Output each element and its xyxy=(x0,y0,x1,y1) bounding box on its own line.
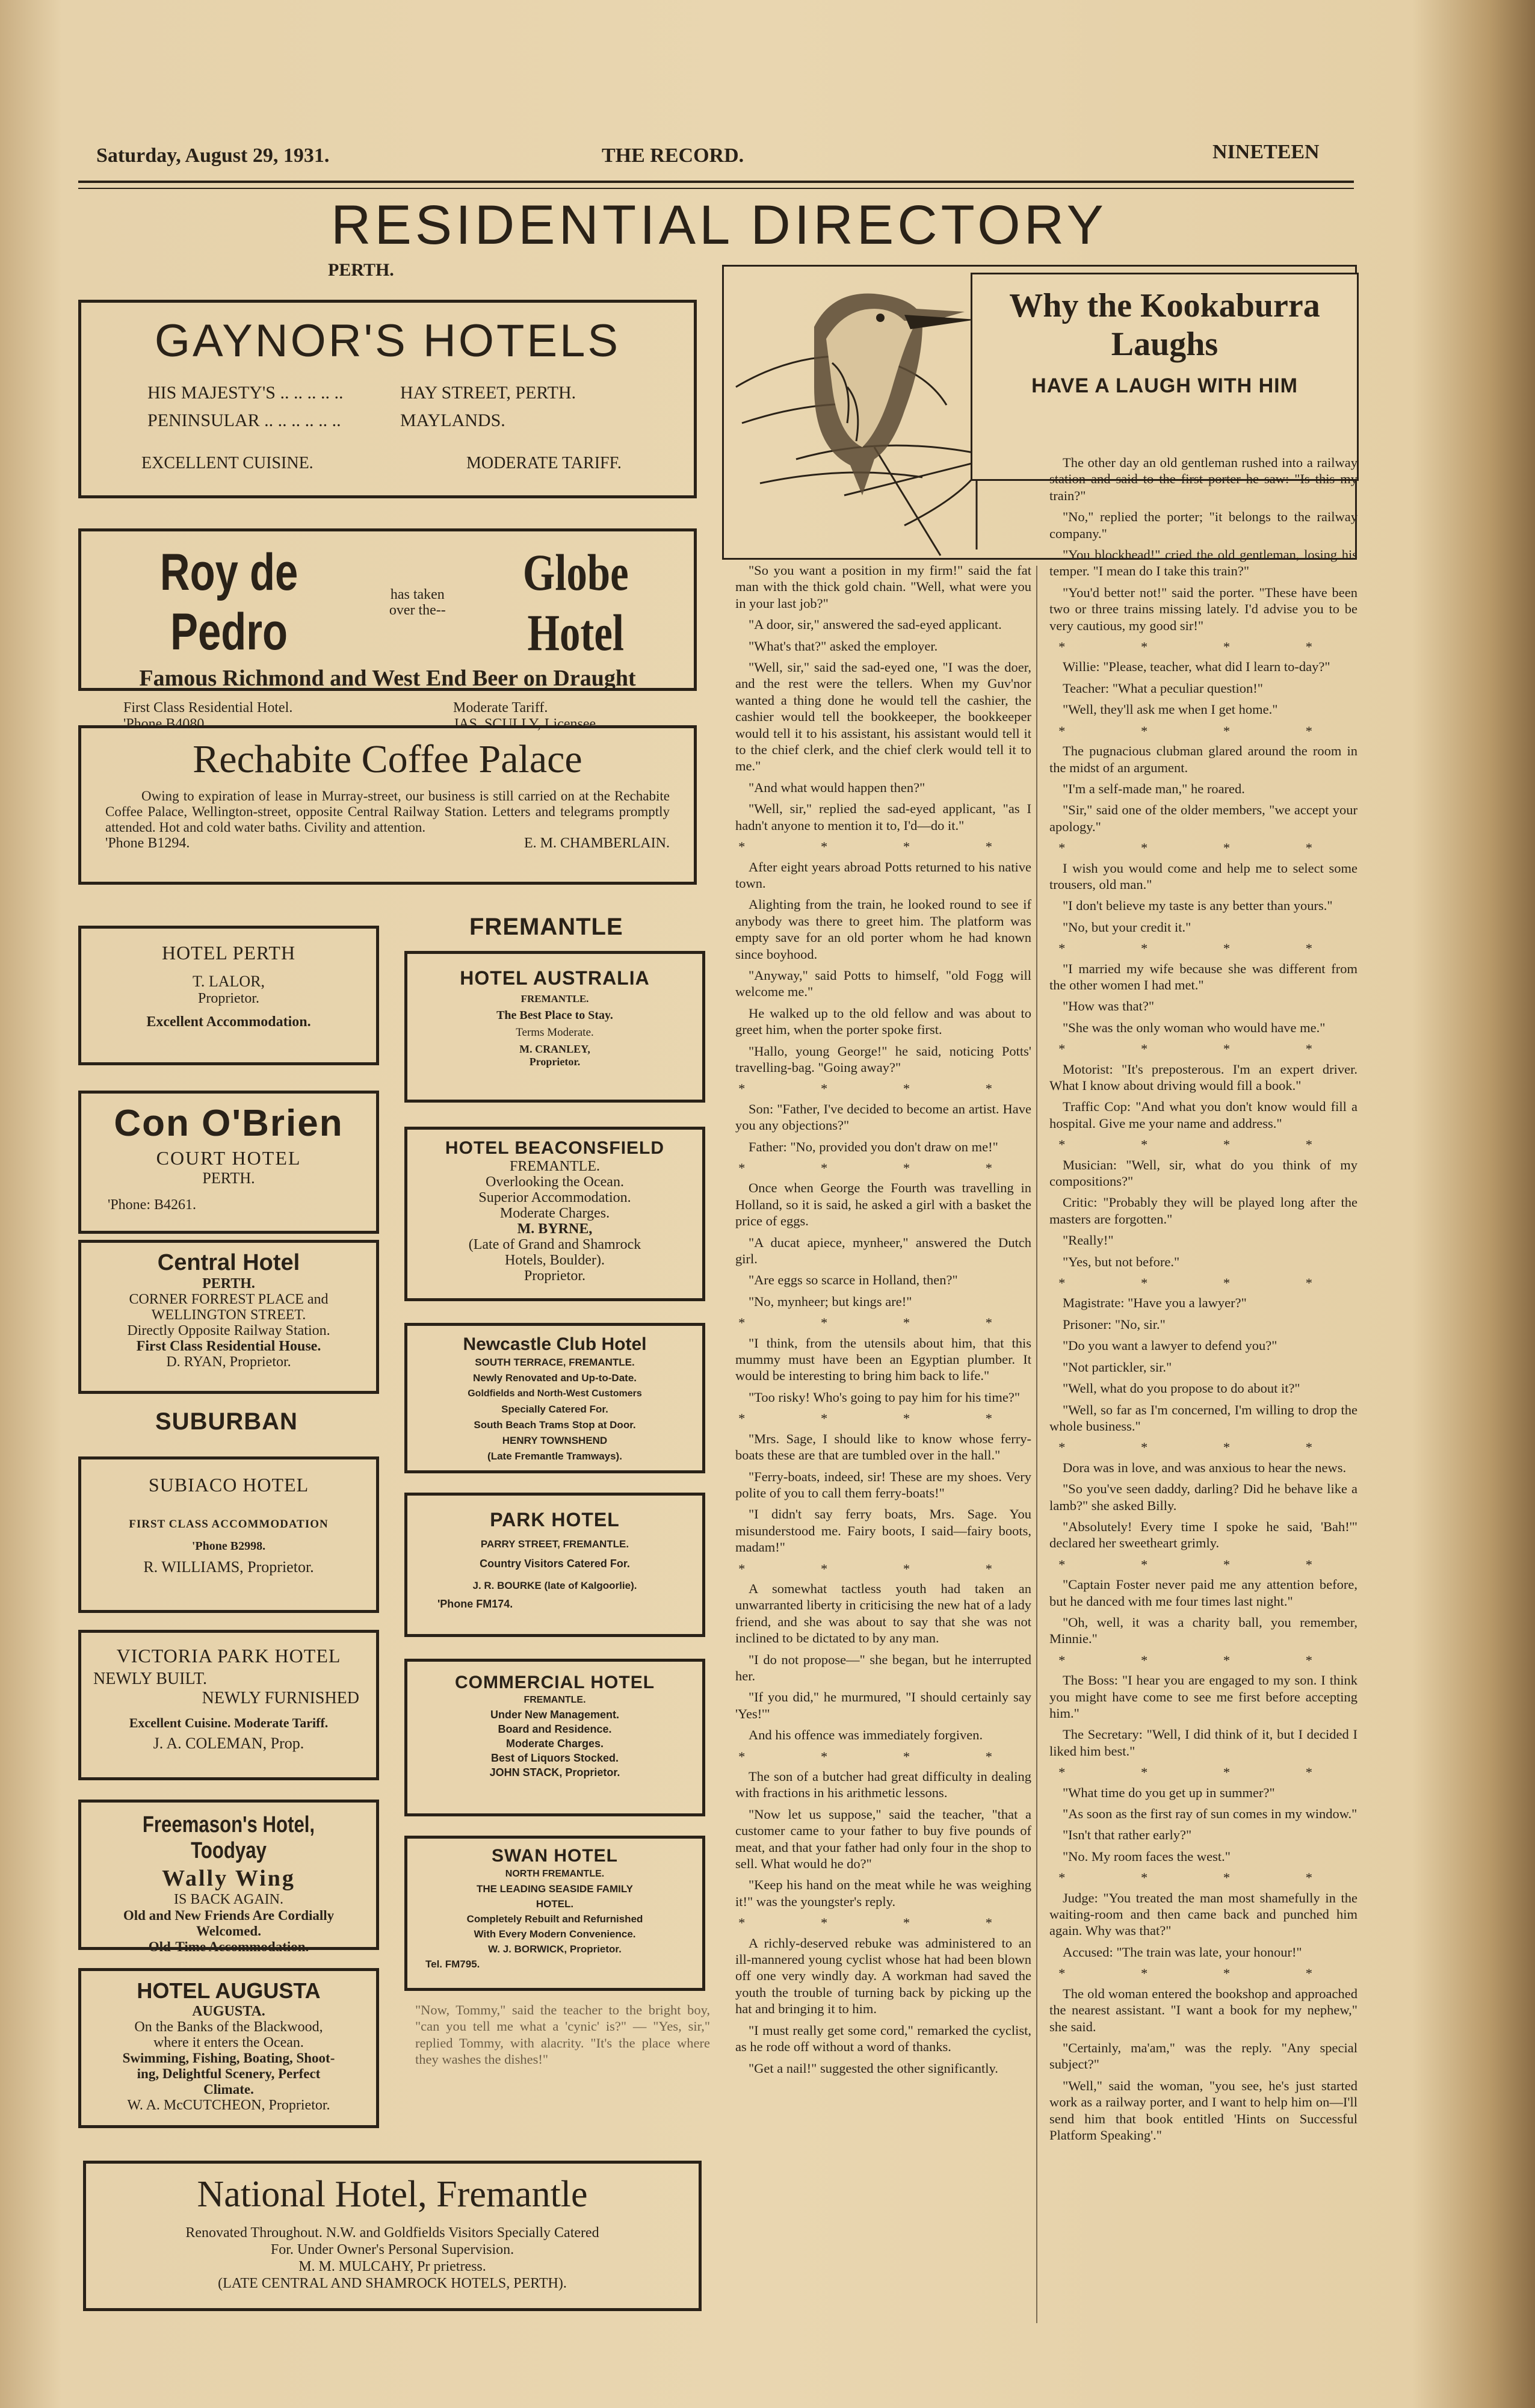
ad-line: Directly Opposite Railway Station. xyxy=(127,1323,330,1339)
ad-line: (LATE CENTRAL AND SHAMROCK HOTELS, PERTH). xyxy=(218,2276,567,2291)
ad-line: COURT HOTEL xyxy=(156,1147,301,1169)
joke-paragraph: "A ducat apiece, mynheer," answered the Dutch girl. xyxy=(735,1234,1031,1267)
joke-paragraph: Dora was in love, and was anxious to hear the news. xyxy=(1063,1459,1347,1475)
joke-paragraph: Motorist: "It's preposterous. I'm an expert driver. What I know about driving would fill a book." xyxy=(1049,1061,1357,1093)
joke-paragraph: The other day an old gentleman rushed into a railway station and said to the first porter he saw: "Is this my train?" xyxy=(1049,455,1357,503)
joke-paragraph: "What time do you get up in summer?" xyxy=(1063,1784,1275,1800)
joke-paragraph: The son of a butcher had great difficulty in dealing with fractions in his arithmetic lessons. xyxy=(735,1769,1031,1801)
ad-line: Proprietor. xyxy=(529,1056,581,1068)
ad-line: MODERATE TARIFF. xyxy=(466,454,622,472)
joke-paragraph: "A door, sir," answered the sad-eyed applicant. xyxy=(749,617,1002,633)
separator-stars: * * * * xyxy=(1058,1870,1348,1886)
joke-paragraph: Son: "Father, I've decided to become an artist. Have you any objections?" xyxy=(735,1101,1031,1133)
ad-line: Climate. xyxy=(203,2082,254,2097)
ad-line: J. A. COLEMAN, Prop. xyxy=(153,1735,304,1752)
ad-rechabite-coffee-palace xyxy=(78,725,697,885)
joke-paragraph: And his offence was immediately forgiven. xyxy=(749,1727,983,1743)
joke-paragraph: "Mrs. Sage, I should like to know whose ferry-boats these are that are tumbled over in the hall." xyxy=(735,1431,1031,1463)
ad-line: 'Phone FM174. xyxy=(437,1598,513,1610)
separator-stars: * * * * xyxy=(738,1315,1028,1331)
ad-national-hotel xyxy=(83,2161,702,2311)
joke-paragraph: "Certainly, ma'am," was the reply. "Any special subject?" xyxy=(1049,2040,1357,2072)
ad-freemasons-hotel xyxy=(78,1800,379,1954)
joke-paragraph: "Yes, but not before." xyxy=(1063,1254,1180,1269)
ad-victoria-park-hotel xyxy=(78,1630,379,1780)
ad-line: M. CRANLEY, xyxy=(519,1043,590,1055)
suburban-heading: SUBURBAN xyxy=(155,1408,298,1435)
ad-con-obrien xyxy=(78,1091,379,1234)
joke-paragraph: "Isn't that rather early?" xyxy=(1063,1827,1192,1843)
ad-line: HAY STREET, PERTH. xyxy=(400,383,576,403)
ad-line: (Late Fremantle Tramways). xyxy=(487,1450,622,1462)
joke-paragraph: "No, but your credit it." xyxy=(1063,919,1191,935)
perth-label: PERTH. xyxy=(328,260,394,280)
separator-stars: * * * * xyxy=(738,1081,1028,1097)
ad-hotel-australia xyxy=(404,951,705,1103)
ad-line: D. RYAN, Proprietor. xyxy=(166,1354,291,1370)
joke-paragraph: "Not partickler, sir." xyxy=(1063,1359,1172,1375)
separator-stars: * * * * xyxy=(1058,1652,1348,1668)
joke-paragraph: A richly-deserved rebuke was administered to an ill-mannered young cyclist whose hat had been blown off one very windly day. A workman had saved the youth the trouble of turning back by picking up the hat and bringing it to him. xyxy=(735,1935,1031,2017)
separator-stars: * * * * xyxy=(1058,941,1348,956)
ad-line: Terms Moderate. xyxy=(516,1026,594,1039)
ad-line: On the Banks of the Blackwood, xyxy=(134,2019,323,2035)
joke-paragraph: "If you did," he murmured, "I should certainly say 'Yes!'" xyxy=(735,1689,1031,1721)
ad-line: HIS MAJESTY'S .. .. .. .. .. xyxy=(147,383,344,403)
joke-paragraph: "Well, sir," said the sad-eyed one, "I was the doer, and the rest were the tellers. When my Guv'nor wanted a thing done he would tell the cashier, the cashier would tell the bookkeeper, the bookkeeper would tell it to his assistant, his assistant would tell it to the chief clerk, and the chief clerk would tell it to me." xyxy=(735,660,1031,774)
separator-stars: * * * * xyxy=(738,1160,1028,1175)
column-rule xyxy=(1036,566,1037,2323)
fremantle-heading: FREMANTLE xyxy=(469,914,623,940)
separator-stars: * * * * xyxy=(1058,1275,1348,1291)
separator-stars: * * * * xyxy=(1058,639,1348,655)
ad-hotel-beaconsfield xyxy=(404,1127,705,1301)
ad-line: WELLINGTON STREET. xyxy=(151,1307,306,1323)
ad-globe-hotel xyxy=(78,528,697,732)
ad-line: 'Phone: B4261. xyxy=(108,1197,196,1213)
joke-paragraph: "Oh, well, it was a charity ball, you remember, Minnie." xyxy=(1049,1614,1357,1647)
ad-park-hotel xyxy=(404,1493,705,1637)
ad-line: Moderate Charges. xyxy=(499,1206,610,1221)
ad-name: National Hotel, Fremantle xyxy=(197,2174,588,2215)
ad-line: Goldfields and North-West Customers xyxy=(468,1388,642,1399)
ad-line: Overlooking the Ocean. xyxy=(486,1174,624,1190)
joke-paragraph: Prisoner: "No, sir." xyxy=(1063,1316,1166,1332)
joke-paragraph: "You'd better not!" said the porter. "These have been two or three trains missing lately. I'd advise you to be very cautious, my good sir!" xyxy=(1049,584,1357,633)
ad-line: Best of Liquors Stocked. xyxy=(490,1752,619,1764)
joke-paragraph: Musician: "Well, sir, what do you think of my compositions?" xyxy=(1049,1157,1357,1189)
section-subtitle: HAVE A LAUGH WITH HIM xyxy=(1031,374,1298,397)
joke-paragraph: "Well, sir," replied the sad-eyed applicant, "as I hadn't anyone to mention it to, I'd—do it." xyxy=(735,801,1031,833)
ad-line: Hotels, Boulder). xyxy=(505,1252,605,1268)
ad-line: Old-Time Accommodation. xyxy=(148,1939,309,1954)
header-rule-thin xyxy=(78,188,1354,189)
ad-name: HOTEL PERTH xyxy=(161,942,296,964)
ad-line: FREMANTLE. xyxy=(520,993,589,1004)
ad-line: Proprietor. xyxy=(524,1268,585,1284)
ad-line: ing, Delightful Scenery, Perfect xyxy=(137,2066,321,2081)
ad-line: JOHN STACK, Proprietor. xyxy=(489,1766,620,1778)
ad-name: VICTORIA PARK HOTEL xyxy=(116,1645,341,1667)
joke-paragraph: "Really!" xyxy=(1063,1233,1114,1248)
ad-line: Country Visitors Catered For. xyxy=(480,1558,630,1570)
ad-line: Newly Renovated and Up-to-Date. xyxy=(472,1372,637,1384)
header-rule xyxy=(78,181,1354,183)
ad-line: M. M. MULCAHY, Pr prietress. xyxy=(298,2259,486,2274)
separator-stars: * * * * xyxy=(1058,1041,1348,1057)
ad-line: PERTH. xyxy=(202,1169,255,1187)
ad-line: 'Phone B1294. xyxy=(105,835,190,851)
ad-line: PENINSULAR .. .. .. .. .. .. xyxy=(147,410,341,430)
joke-paragraph: "Are eggs so scarce in Holland, then?" xyxy=(749,1272,958,1288)
ad-subiaco-hotel xyxy=(78,1456,379,1613)
joke-paragraph: "I married my wife because she was different from the other women I had met." xyxy=(1049,961,1357,992)
joke-paragraph: "She was the only woman who would have me." xyxy=(1063,1020,1326,1035)
ad-name: SUBIACO HOTEL xyxy=(148,1474,309,1496)
joke-paragraph: "Anyway," said Potts to himself, "old Fogg will welcome me." xyxy=(735,967,1031,1000)
ad-line: where it enters the Ocean. xyxy=(153,2035,304,2051)
ad-line: M. BYRNE, xyxy=(517,1221,593,1237)
ad-name: GAYNOR'S HOTELS xyxy=(154,315,621,367)
ad-name: HOTEL BEACONSFIELD xyxy=(445,1138,665,1158)
ad-line: PERTH. xyxy=(202,1276,255,1292)
ad-line: Swimming, Fishing, Boating, Shoot- xyxy=(122,2051,335,2066)
joke-paragraph: The old woman entered the bookshop and approached the nearest assistant. "I want a book for my nephew," she said. xyxy=(1049,1986,1357,2034)
joke-paragraph: The Secretary: "Well, I did think of it, but I decided I liked him best." xyxy=(1049,1727,1357,1759)
joke-paragraph: I wish you would come and help me to select some trousers, old man." xyxy=(1049,860,1357,892)
ad-line: NEWLY FURNISHED xyxy=(202,1689,359,1707)
kookaburra-title-box xyxy=(971,273,1359,481)
joke-paragraph: He walked up to the old fellow and was about to greet him, when the porter spoke first. xyxy=(735,1005,1031,1038)
joke-paragraph: "I must really get some cord," remarked the cyclist, as he rode off without a word of thanks. xyxy=(735,2022,1031,2055)
separator-stars: * * * * xyxy=(1058,1966,1348,1981)
ad-line: The Best Place to Stay. xyxy=(496,1009,613,1022)
joke-paragraph: "Now let us suppose," said the teacher, "that a customer came to your father to buy five pounds of meat, and that your father had only four in the shop to sell. What would he do?" xyxy=(735,1806,1031,1872)
newspaper-name: THE RECORD. xyxy=(602,144,744,167)
ad-line: Moderate Tariff. xyxy=(453,700,548,716)
ad-line: E. M. CHAMBERLAIN. xyxy=(524,835,670,851)
joke-paragraph: "Well, they'll ask me when I get home." xyxy=(1063,702,1278,717)
ad-line: 'Phone B4080. xyxy=(123,716,208,732)
ad-line: Under New Management. xyxy=(490,1709,620,1721)
joke-paragraph: Father: "No, provided you don't draw on me!" xyxy=(749,1139,998,1154)
ad-gaynors-hotels xyxy=(78,300,697,498)
ad-name: Globe Hotel xyxy=(523,543,629,661)
ad-line: PARRY STREET, FREMANTLE. xyxy=(480,1538,629,1550)
separator-stars: * * * * xyxy=(1058,723,1348,738)
joke-paragraph: Once when George the Fourth was travelling in Holland, so it is said, he asked a girl with a basket the price of eggs. xyxy=(735,1180,1031,1229)
joke-paragraph: "Do you want a lawyer to defend you?" xyxy=(1063,1338,1277,1354)
ad-line: J. R. BOURKE (late of Kalgoorlie). xyxy=(472,1580,637,1591)
joke-paragraph: "Hallo, young George!" he said, noticing Potts' travelling-bag. "Going away?" xyxy=(735,1043,1031,1075)
ad-name: SWAN HOTEL xyxy=(492,1846,618,1866)
ad-line: NEWLY BUILT. xyxy=(93,1670,208,1688)
joke-paragraph: Alighting from the train, he looked round to see if anybody was there to greet him. The platform was empty save for an old porter whom he had known since boyhood. xyxy=(735,897,1031,962)
joke-paragraph: "So you want a position in my firm!" said the fat man with the thick gold chain. "Well, what were you in your last job?" xyxy=(735,563,1031,611)
ad-line: (Late of Grand and Shamrock xyxy=(468,1237,641,1252)
separator-stars: * * * * xyxy=(738,1411,1028,1426)
ad-line: Tel. FM795. xyxy=(425,1958,480,1970)
joke-paragraph: A somewhat tactless youth had taken an unwarranted liberty in criticising the new hat of a lady friend, and she was about to say that she was not inclined to be dictated to by any man. xyxy=(735,1580,1031,1646)
joke-paragraph: "Sir," said one of the older members, "we accept your apology." xyxy=(1049,802,1357,834)
ad-name: Freemason's Hotel, Toodyay xyxy=(142,1812,315,1863)
jokes-column-1 xyxy=(735,562,1031,2081)
ad-line: First Class Residential House. xyxy=(136,1339,321,1354)
ad-central-hotel xyxy=(78,1240,379,1394)
ad-line: CORNER FORREST PLACE and xyxy=(129,1292,329,1307)
joke-paragraph: Critic: "Probably they will be played long after the masters are forgotten." xyxy=(1049,1195,1357,1227)
page-number: NINETEEN xyxy=(1212,141,1320,163)
separator-stars: * * * * xyxy=(1058,1556,1348,1572)
joke-paragraph: "Well," said the woman, "you see, he's just started work as a railway porter, and I want to help him on—I'll send him that book entitled 'Hints on Successful Platform Speaking'." xyxy=(1049,2078,1357,2143)
ad-line: EXCELLENT CUISINE. xyxy=(141,454,313,472)
ad-line: 'Phone B2998. xyxy=(191,1540,266,1553)
joke-paragraph: "Well, what do you propose to do about it?" xyxy=(1063,1381,1300,1396)
ad-line: Old and New Friends Are Cordially xyxy=(123,1908,335,1923)
page-title: RESIDENTIAL DIRECTORY xyxy=(331,194,1107,256)
ad-line: R. WILLIAMS, Proprietor. xyxy=(143,1558,314,1576)
ad-line: Specially Catered For. xyxy=(501,1404,608,1415)
joke-paragraph: Teacher: "What a peculiar question!" xyxy=(1063,680,1263,696)
ad-commercial-hotel xyxy=(404,1659,705,1816)
ad-line: Wally Wing xyxy=(162,1866,295,1891)
joke-paragraph: "Keep his hand on the meat while he was weighing it!" was the youngster's reply. xyxy=(735,1877,1031,1909)
ad-line: FREMANTLE. xyxy=(524,1695,586,1705)
separator-stars: * * * * xyxy=(738,1748,1028,1764)
joke-paragraph: "Ferry-boats, indeed, sir! These are my shoes. Very polite of you to call them ferry-boats!" xyxy=(735,1469,1031,1500)
ad-hotel-augusta xyxy=(78,1968,379,2128)
joke-paragraph: "No, mynheer; but kings are!" xyxy=(749,1293,912,1309)
ad-line: JAS. SCULLY, Licensee. xyxy=(453,716,600,732)
joke-paragraph: The Boss: "I hear you are engaged to my son. I think you might have come to see me first before accepting him." xyxy=(1049,1673,1357,1721)
ad-name: HOTEL AUSTRALIA xyxy=(460,967,650,989)
ad-line: HOTEL. xyxy=(536,1898,574,1910)
ad-line: Famous Richmond and West End Beer on Draught xyxy=(139,666,636,691)
joke-paragraph: Traffic Cop: "And what you don't know would fill a hospital. Give me your name and address." xyxy=(1049,1099,1357,1131)
joke-paragraph: "And what would happen then?" xyxy=(749,779,925,795)
joke-paragraph: "No," replied the porter; "it belongs to the railway company." xyxy=(1049,509,1357,541)
ad-line: Completely Rebuilt and Refurnished xyxy=(466,1913,643,1925)
joke-tommy: "Now, Tommy," said the teacher to the bright boy, "can you tell me what a 'cynic' is?" — "Yes, sir," replied Tommy, with alacrity. "It's the place where they washes the dishes!" xyxy=(415,2002,710,2067)
joke-paragraph: "So you've seen daddy, darling? Did he behave like a lamb?" she asked Billy. xyxy=(1049,1481,1357,1513)
ad-line: W. J. BORWICK, Proprietor. xyxy=(488,1943,622,1955)
separator-stars: * * * * xyxy=(1058,1137,1348,1153)
joke-paragraph: The pugnacious clubman glared around the room in the midst of an argument. xyxy=(1049,743,1357,775)
separator-stars: * * * * xyxy=(738,839,1028,855)
joke-paragraph: "I didn't say ferry boats, Mrs. Sage. You misunderstood me. Fairy boots, I said—fairy boots, madam!" xyxy=(735,1506,1031,1555)
separator-stars: * * * * xyxy=(1058,1765,1348,1780)
ad-line: has taken over the-- xyxy=(389,587,446,618)
separator-stars: * * * * xyxy=(738,1915,1028,1931)
jokes-column-2 xyxy=(1049,454,1357,2148)
ad-name: Newcastle Club Hotel xyxy=(463,1334,647,1354)
joke-paragraph: "Captain Foster never paid me any attention before, but he danced with me four times last night." xyxy=(1049,1577,1357,1609)
separator-stars: * * * * xyxy=(1058,840,1348,856)
ad-name: Central Hotel xyxy=(157,1250,300,1275)
joke-paragraph: "As soon as the first ray of sun comes in my window." xyxy=(1063,1806,1357,1822)
ad-line: Moderate Charges. xyxy=(505,1738,604,1750)
ad-name: PARK HOTEL xyxy=(490,1509,620,1531)
joke-paragraph: "I'm a self-made man," he roared. xyxy=(1063,781,1245,796)
ad-line: MAYLANDS. xyxy=(400,410,505,430)
ad-name: Roy de Pedro xyxy=(159,543,298,661)
joke-paragraph: "No. My room faces the west." xyxy=(1063,1848,1231,1864)
ad-line: Proprietor. xyxy=(198,991,259,1006)
ad-name: Con O'Brien xyxy=(114,1103,344,1144)
joke-paragraph: "What's that?" asked the employer. xyxy=(749,638,938,654)
ad-line: Excellent Accommodation. xyxy=(146,1014,311,1030)
joke-paragraph: "You blockhead!" cried the old gentleman, losing his temper. "I mean do I take this train?" xyxy=(1049,547,1357,579)
ad-body: Owing to expiration of lease in Murray-street, our business is still carried on at the Rechabite Coffee Palace, Wellington-street, opposite Central Railway Station. Letters and telegrams promptly attended. Hot and cold water baths. Civility and attention. xyxy=(105,788,670,835)
ad-line: SOUTH TERRACE, FREMANTLE. xyxy=(475,1357,635,1368)
ad-line: W. A. McCUTCHEON, Proprietor. xyxy=(127,2097,330,2113)
section-title: Why the Kookaburra xyxy=(1009,287,1320,324)
joke-paragraph: "Well, so far as I'm concerned, I'm willing to drop the whole business." xyxy=(1049,1402,1357,1434)
ad-line: Board and Residence. xyxy=(498,1723,612,1735)
joke-paragraph: Judge: "You treated the man most shamefully in the waiting-room and then came back and punched him again. Why was that?" xyxy=(1049,1890,1357,1939)
ad-line: Renovated Throughout. N.W. and Goldfields Visitors Specially Catered xyxy=(185,2225,599,2241)
separator-stars: * * * * xyxy=(1058,1440,1348,1455)
ad-name: HOTEL AUGUSTA xyxy=(137,1978,321,2003)
joke-paragraph: "I do not propose—" she began, but he interrupted her. xyxy=(735,1651,1031,1683)
ad-hotel-perth xyxy=(78,926,379,1065)
ad-line: HENRY TOWNSHEND xyxy=(502,1435,608,1446)
ad-line: Welcomed. xyxy=(196,1924,261,1939)
joke-paragraph: Accused: "The train was late, your honour!" xyxy=(1063,1944,1302,1960)
ad-line: First Class Residential Hotel. xyxy=(123,700,293,716)
ad-line: South Beach Trams Stop at Door. xyxy=(474,1419,636,1431)
ad-line: THE LEADING SEASIDE FAMILY xyxy=(476,1883,634,1895)
ad-line: With Every Modern Convenience. xyxy=(474,1928,636,1940)
issue-date: Saturday, August 29, 1931. xyxy=(96,144,330,167)
joke-paragraph: "I think, from the utensils about him, that this mummy must have been an Egyptian plumber. It would be interesting to bring him back to life." xyxy=(735,1335,1031,1384)
ad-name: Rechabite Coffee Palace xyxy=(193,737,582,781)
section-title: Laughs xyxy=(1111,326,1218,363)
joke-paragraph: After eight years abroad Potts returned to his native town. xyxy=(735,859,1031,891)
ad-line: T. LALOR, xyxy=(192,973,265,990)
joke-paragraph: "Get a nail!" suggested the other significantly. xyxy=(749,2060,998,2076)
separator-stars: * * * * xyxy=(738,1561,1028,1576)
ad-line: IS BACK AGAIN. xyxy=(173,1892,283,1907)
ad-line: FREMANTLE. xyxy=(510,1159,600,1174)
ad-swan-hotel xyxy=(404,1836,705,1991)
ad-line: FIRST CLASS ACCOMMODATION xyxy=(129,1518,329,1531)
joke-paragraph: Magistrate: "Have you a lawyer?" xyxy=(1063,1295,1247,1311)
joke-paragraph: "How was that?" xyxy=(1063,998,1155,1014)
ad-line: For. Under Owner's Personal Supervision. xyxy=(270,2242,514,2258)
joke-paragraph: "Too risky! Who's going to pay him for his time?" xyxy=(749,1389,1021,1405)
ad-newcastle-club-hotel xyxy=(404,1323,705,1473)
ad-name: COMMERCIAL HOTEL xyxy=(454,1673,655,1692)
ad-line: Excellent Cuisine. Moderate Tariff. xyxy=(129,1715,329,1730)
ad-line: Superior Accommodation. xyxy=(478,1190,631,1206)
joke-paragraph: "I don't believe my taste is any better than yours." xyxy=(1063,898,1333,914)
joke-paragraph: "Absolutely! Every time I spoke he said, 'Bah!'" declared her sweetheart grimly. xyxy=(1049,1518,1357,1551)
joke-paragraph: Willie: "Please, teacher, what did I learn to-day?" xyxy=(1063,659,1330,675)
ad-line: AUGUSTA. xyxy=(192,2004,265,2019)
ad-line: NORTH FREMANTLE. xyxy=(505,1869,605,1879)
